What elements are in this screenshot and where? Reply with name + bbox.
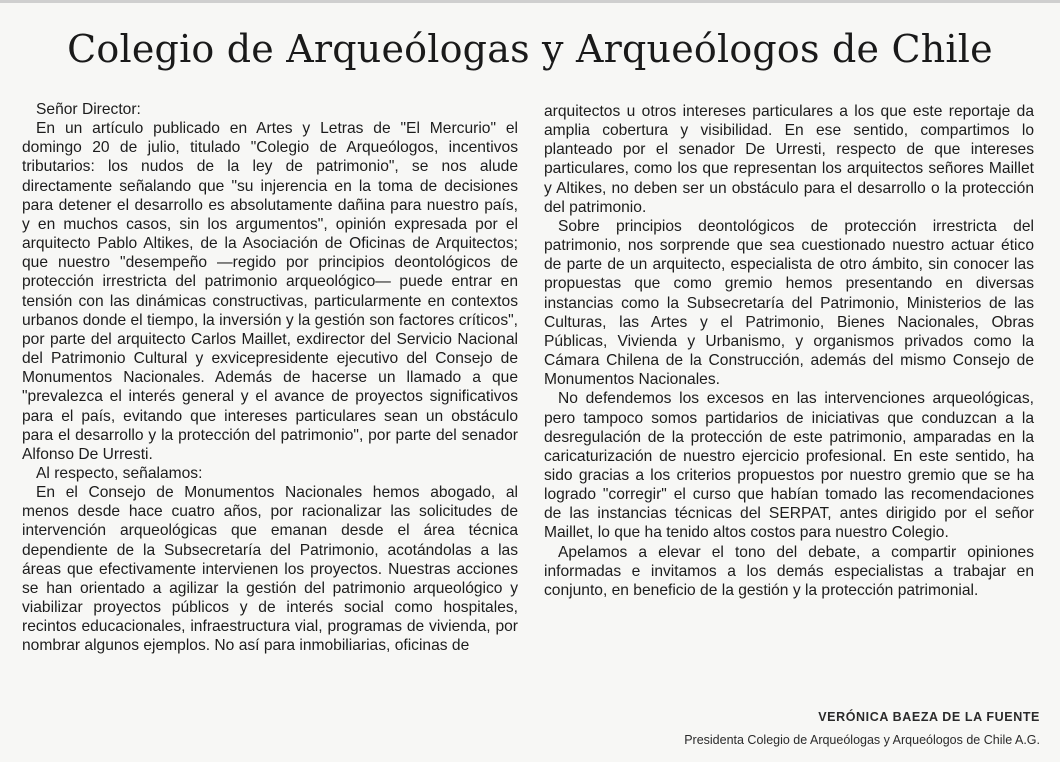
paragraph: En el Consejo de Monumentos Nacionales hemos abogado, al menos desde hace cuatro años, por racionalizar las solicitudes de intervención arqueológicas que emanan desde el área técnica dependiente de la Subsecretaría del Patrimonio, acotándolas a las áreas que efectivamente intervienen los proyectos. Nuestras acciones se han orientado a agilizar la gestión del patrimonio arqueológico y viabilizar proyectos públicos y de interés social como hospitales, recintos educacionales, infraestructura vial, programas de vivienda, por nombrar algunos ejemplos. No así para inmobiliarias, oficinas de	[22, 484, 518, 655]
left-column	[22, 100, 518, 656]
paragraph: No defendemos los excesos en las intervenciones arqueológicas, pero tampoco somos partidarios de iniciativas que conduzcan a la desregulación de la protección de este patrimonio, amparadas en la caricaturización de nuestro ejercicio profesional. En este sentido, ha sido gracias a los criterios propuestos por nuestro gremio que se ha logrado "corregir" el curso que habían tomado las recomendaciones de las instancias técnicas del SERPAT, antes dirigido por el señor Maillet, lo que ha tenido altos costos para nuestro Colegio.	[544, 390, 1034, 542]
right-column	[544, 102, 1034, 600]
paragraph-salutation: Señor Director:	[36, 101, 141, 118]
paragraph-continuation: arquitectos u otros intereses particulares a los que este reportaje da amplia cobertura y visibilidad. En ese sentido, compartimos lo planteado por el senador De Urresti, respecto de que intereses particulares, como los que representan los arquitectos señores Maillet y Altikes, no deben ser un obstáculo para el desarrollo o la protección del patrimonio.	[544, 103, 1034, 216]
paragraph: Sobre principios deontológicos de protección irrestricta del patrimonio, nos sorprende que sea cuestionado nuestro actuar ético de parte de un arquitecto, especialista de otro ámbito, sin conocer las propuestas que como gremio hemos presentando en diversas instancias como la Subsecretaría del Patrimonio, Ministerios de las Culturas, las Artes y el Patrimonio, Bienes Nacionales, Obras Públicas, Vivienda y Urbanismo, y organismos privados como la Cámara Chilena de la Construcción, además del mismo Consejo de Monumentos Nacionales.	[544, 217, 1034, 389]
paragraph: Al respecto, señalamos:	[36, 464, 203, 482]
top-divider	[0, 0, 1060, 3]
signature-role: Presidenta Colegio de Arqueólogas y Arqueólogos de Chile A.G.	[684, 733, 1040, 747]
signature-name: VERÓNICA BAEZA DE LA FUENTE	[818, 710, 1040, 724]
article-title: Colegio de Arqueólogas y Arqueólogos de Chile	[67, 27, 993, 71]
paragraph: En un artículo publicado en Artes y Letras de "El Mercurio" el domingo 20 de julio, titulado "Colegio de Arqueólogos, incentivos tributarios: los nudos de la ley de patrimonio", se nos alude directamente señalando que "su injerencia en la toma de decisiones para detener el desarrollo es absolutamente dañina para nuestro país, y en muchos casos, sin los argumentos", opinión expresada por el arquitecto Pablo Altikes, de la Asociación de Oficinas de Arquitectos; que nuestro "desempeño —regido por principios deontológicos de protección irrestricta del patrimonio arqueológico— puede entrar en tensión con las dinámicas constructivas, particularmente en contextos urbanos donde el tiempo, la inversión y la gestión son factores críticos", por parte del arquitecto Carlos Maillet, exdirector del Servicio Nacional del Patrimonio Cultural y exvicepresidente ejecutivo del Consejo de Monumentos Nacionales. Además de hacerse un llamado a que "prevalezca el interés general y el avance de proyectos significativos para el país, evitando que intereses particulares sean un obstáculo para el desarrollo y la protección del patrimonio", por parte del senador Alfonso De Urresti.	[22, 120, 518, 463]
paragraph: Apelamos a elevar el tono del debate, a compartir opiniones informadas e invitamos a los demás especialistas a trabajar en conjunto, en beneficio de la gestión y la protección patrimonial.	[544, 543, 1034, 599]
